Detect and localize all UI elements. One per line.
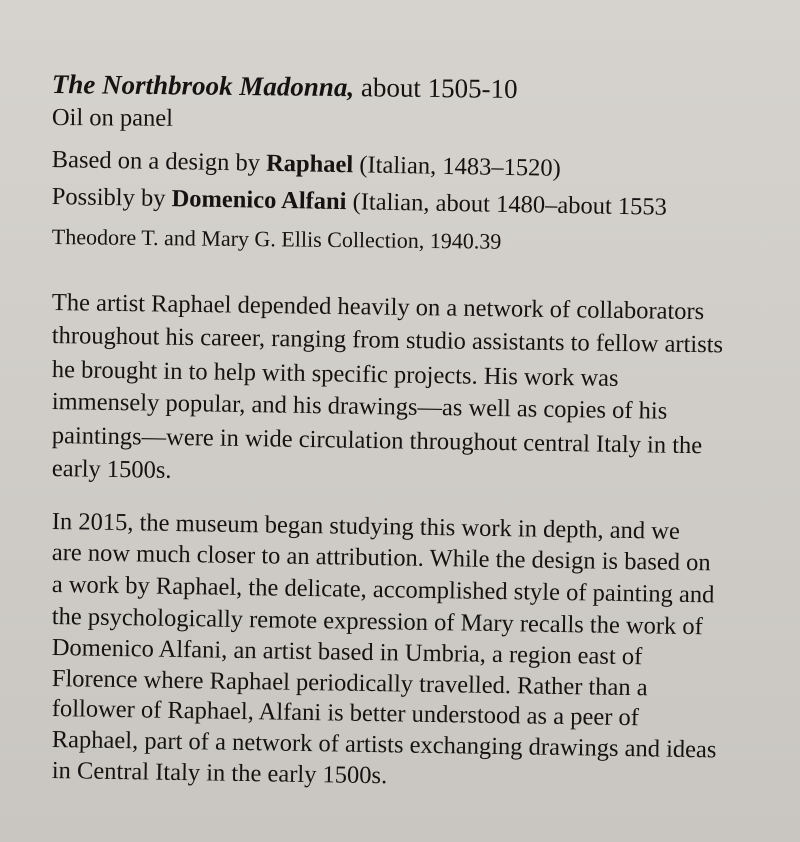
attribution-line <box>52 185 668 220</box>
paragraph2-line: the psychologically remote expression of Mary recalls the work of <box>51 603 704 641</box>
design-artist-name: Raphael <box>265 149 354 179</box>
paragraph2-line: in Central Italy in the early 1500s. <box>51 757 388 790</box>
design-credit-line <box>52 148 561 181</box>
paragraph2-line: Raphael, part of a network of artists exchanging drawings and ideas <box>51 726 717 764</box>
paragraph1-line: immensely popular, and his drawings—as well as copies of his <box>51 388 668 425</box>
paragraph2-line: Domenico Alfani, an artist based in Umbria, a region east of <box>51 634 643 671</box>
paragraph2-line: a work by Raphael, the delicate, accomplished style of painting and <box>51 571 715 609</box>
label-text-block <box>52 0 800 842</box>
design-artist-dates: (Italian, 1483–1520) <box>353 151 561 182</box>
paragraph1-line: he brought in to help with specific projects. His work was <box>51 356 619 392</box>
artwork-medium: Oil on panel <box>51 104 174 132</box>
paragraph2-line: In 2015, the museum began studying this work in depth, and we <box>51 508 681 545</box>
paragraph2-line: are now much closer to an attribution. While the design is based on <box>51 539 711 577</box>
attribution-artist-dates: (Italian, about 1480–about 1553 <box>346 188 668 221</box>
artwork-title-line <box>52 71 518 103</box>
design-prefix: Based on a design by <box>51 146 267 177</box>
artwork-date: about 1505-10 <box>354 72 518 104</box>
paragraph1-line: early 1500s. <box>51 455 172 484</box>
paragraph1-line: throughout his career, ranging from studio assistants to fellow artists <box>51 322 724 359</box>
attribution-artist-name: Domenico Alfani <box>171 185 347 216</box>
paragraph2-line: follower of Raphael, Alfani is better understood as a peer of <box>51 695 640 732</box>
attribution-prefix: Possibly by <box>51 183 172 213</box>
paragraph1-line: The artist Raphael depended heavily on a network of collaborators <box>51 289 705 326</box>
paragraph2-line: Florence where Raphael periodically travelled. Rather than a <box>51 665 648 702</box>
collection-credit: Theodore T. and Mary G. Ellis Collection, 1940.39 <box>51 224 502 254</box>
artwork-title: The Northbrook Madonna, <box>51 69 355 103</box>
paragraph1-line: paintings—were in wide circulation throughout central Italy in the <box>51 422 703 460</box>
